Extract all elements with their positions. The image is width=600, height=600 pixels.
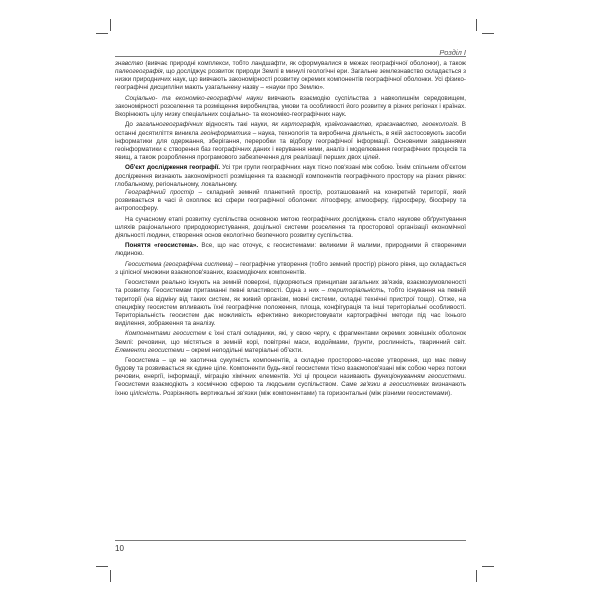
text-run: вивчають взаємодію суспільства з навколишнім середовищем, закономірності розселення та розміщення виробництва, умови та особливості його розвитку в різних регіонах і країнах. Вкорінюють цілу низку спеціальних соціально- та економіко-географічних наук. <box>115 94 466 119</box>
text-run: – географічне утворення (тобто земний простір) різного рівня, що складається з цілісної множини взаємопов'язаних, взаємодіючих компонентів. <box>115 260 466 276</box>
text-run: – складний земний планетний простір, розташований на конкретній території, який розвивається в часі й охоплює всі сфери географічної оболонки: літосферу, атмосферу, гідросферу, біосферу та антропосферу. <box>115 188 466 213</box>
crop-mark <box>476 570 477 582</box>
text-run: є їхні сталі складники, які, у свою чергу, є фрагментами окремих зовнішніх оболонок Землі: речовини, що містяться в земній корі, повітряні маси, водоймами, ґрунти, рослинність, тваринний світ. <box>115 330 466 346</box>
paragraph-8 <box>115 261 466 277</box>
crop-mark <box>96 566 108 567</box>
italic-term: загальногеографічних <box>135 121 203 129</box>
italic-term: функціонуванням геосистеми <box>373 373 465 381</box>
italic-term: Географічний простір <box>125 188 194 196</box>
paragraph-11 <box>115 357 466 398</box>
text-run: Геосистеми реально існують на земній поверхні, підкоряються принципам загальних зв'язків, взаємозумовленості та розвитку. Геосистемам притаманні певні властивості. Одна з них – <box>115 279 466 295</box>
crop-mark <box>96 33 108 34</box>
italic-term: як картографія, країнознавство, краєзнавство, геоекологія <box>271 121 457 129</box>
text-run: . Геосистеми взаємодіють з космічною сферою та людським суспільством. Саме <box>115 373 466 389</box>
bold-heading: Об'єкт дослідження географії. <box>125 164 221 172</box>
footer-rule <box>115 540 466 541</box>
paragraph-6 <box>115 216 466 240</box>
paragraph-5 <box>115 189 466 213</box>
italic-term: палеогеографія <box>115 68 163 76</box>
paragraph-1 <box>115 60 466 93</box>
italic-term: Елементи геосистеми <box>115 346 185 354</box>
section-tag: Розділ I <box>439 48 466 57</box>
paragraph-2 <box>115 95 466 119</box>
italic-term: Геосистема (географічна система) <box>125 260 233 268</box>
paragraph-7 <box>115 242 466 258</box>
crop-mark <box>110 19 111 31</box>
text-run: (вивчає природні комплекси, тобто ландшафти, як сформувалися в межах географічної оболонки), а також <box>143 60 466 67</box>
crop-mark <box>482 33 494 34</box>
italic-term: Соціально- та економіко-географічні науки <box>125 94 263 102</box>
body-text <box>115 60 466 400</box>
page-number: 10 <box>115 544 124 553</box>
italic-term: зв'язки в геосистемах <box>360 381 429 389</box>
text-run: До <box>125 121 136 129</box>
text-run: , що досліджує розвиток природи Землі в минулі геологічні ери. Загальне землезнавство складається з низки природничих наук, що вивчають закономірності розвитку окремих компонентів географічної оболонки. Усі фізико-географічні дисципліни мають узагальнену назву – «науки про Землю». <box>115 68 466 92</box>
paragraph-10 <box>115 330 466 354</box>
paragraph-3 <box>115 121 466 162</box>
text-run: – окремі неподільні матеріальні об'єкти. <box>184 346 303 354</box>
text-run: відносять такі науки, <box>202 121 272 129</box>
text-run: Усі три групи географічних наук тісно пов'язані між собою. Їхнім спільним об'єктом дослідження визнають закономірності розміщення та взаємодії компонентів географічного простору на різних рівнях: глобальному, регіональному, локальному. <box>115 164 466 188</box>
paragraph-4 <box>115 164 466 188</box>
text-run: На сучасному етапі розвитку суспільства основною метою географічних досліджень стало наукове обґрунтування шляхів раціонального природокористування, доцільної системи розселення та просторової організації економічної діяльності людини, створення основ екологічно безпечного розвитку суспільства. <box>115 215 466 239</box>
header-rule <box>115 56 466 57</box>
crop-mark <box>482 566 494 567</box>
crop-mark <box>476 19 477 31</box>
text-run: Геосистема – це не хаотична сукупність компонентів, а складне просторово-часове утворення, що має певну будову та розвивається як єдине ціле. Компоненти будь-якої геосистеми тісно взаємопов'язані між собою через потоки речовин, енергії, інформації, міграцію хімічних елементів. Усі ці процеси називають <box>115 357 466 381</box>
text-run: – наука, технологія та виробнича діяльність, в якій застосовують засоби інформатики для одержання, зберігання, переробки та відбору географічної інформації. Основними завданнями геоінформатики є створення баз географічних даних і керування ними, аналіз і моделювання географічних процесів та явищ, а також розроблення програмового забезпечення для реалізації перших двох цілей. <box>115 129 466 162</box>
paragraph-9 <box>115 279 466 328</box>
italic-term: знавство <box>115 60 144 67</box>
text-run: . Розрізняють вертикальні зв'язки (між компонентами) та горизонтальні (між різними геосистемами). <box>159 389 452 397</box>
italic-term: цілісність <box>129 389 160 397</box>
text-run: Все, що нас оточує, є геосистемами: великими й малими, природними й створеними людиною. <box>115 242 466 258</box>
italic-term: Компонентами геосистем <box>125 330 206 338</box>
text-run: визначають їхню <box>115 381 467 397</box>
crop-mark <box>110 570 111 582</box>
text-run: . В останні десятиліття виникла <box>115 121 466 137</box>
italic-term: територіальність <box>327 287 384 295</box>
text-run: , тобто існування на певній території (на відміну від таких систем, як живий організм, мовні системи, складні технічні пристрої тощо). Отже, на специфіку геосистем впливають їхні географічне положення, площа, конфігурація та інші територіальні особливості. Територіальність геосистем дає можливість ефективно використовувати картографічні методи під час їхнього виділення, зображення та аналізу. <box>115 287 466 327</box>
italic-term: геоінформатика <box>200 129 251 137</box>
bold-heading: Поняття «геосистема». <box>125 242 199 250</box>
